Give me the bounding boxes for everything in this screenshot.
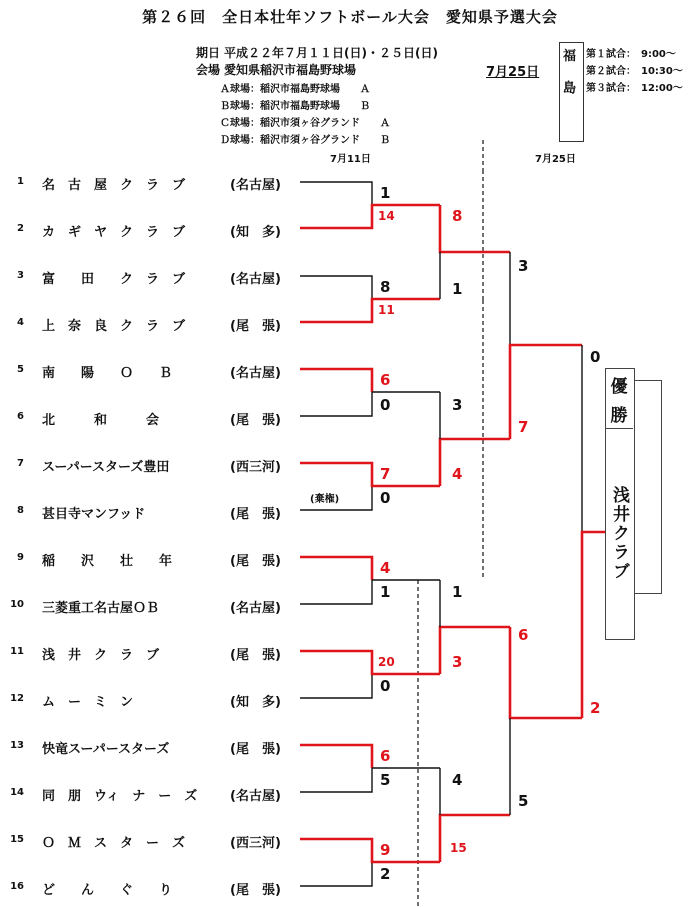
team-name: カ ギ ヤ ク ラ ブ	[42, 225, 186, 240]
score-r2-6: 3	[452, 653, 463, 671]
score-r1-10: 1	[380, 583, 391, 601]
team-name: 富 田 ク ラ ブ	[42, 272, 186, 287]
venue-label: 会場	[196, 63, 221, 77]
team-name: Ｏ Ｍ ス タ ー ズ	[42, 836, 186, 851]
venue-char-1: 福	[563, 49, 577, 64]
team-number: 7	[17, 458, 24, 469]
score-r1-12: 0	[380, 677, 391, 695]
team-name: 名 古 屋 ク ラ ブ	[42, 178, 186, 193]
game-time-3: 第３試合： 12:00～	[586, 83, 683, 94]
team-region: (尾 張)	[230, 742, 281, 757]
team-name: 快竜スーパースターズ	[42, 742, 170, 757]
page-title: 第２６回 全日本壮年ソフトボール大会 愛知県予選大会	[142, 8, 558, 26]
score-final-2: 2	[590, 699, 601, 717]
team-number: 1	[17, 176, 24, 187]
team-number: 4	[17, 317, 24, 328]
team-name: スーパースターズ豊田	[42, 460, 170, 475]
team-region: (知 多)	[230, 695, 281, 710]
team-region: (尾 張)	[230, 554, 281, 569]
score-r1-3: 8	[380, 278, 391, 296]
field-d: Ｄ球場：稲沢市須ヶ谷グランド Ｂ	[220, 135, 390, 146]
team-region: (知 多)	[230, 225, 281, 240]
score-r1-7: 7	[380, 465, 391, 483]
team-region: (名古屋)	[230, 789, 281, 804]
forfeit-note: (棄権)	[310, 494, 340, 505]
team-number: 15	[10, 834, 24, 845]
team-region: (名古屋)	[230, 366, 281, 381]
field-c: Ｃ球場：稲沢市須ヶ谷グランド Ａ	[220, 118, 390, 129]
team-number: 8	[17, 505, 24, 516]
team-number: 13	[10, 740, 24, 751]
score-r1-15: 9	[380, 841, 391, 859]
score-r1-8: 0	[380, 489, 391, 507]
score-r2-7: 4	[452, 771, 463, 789]
score-r1-5: 6	[380, 371, 391, 389]
score-final-1: 0	[590, 348, 601, 366]
team-region: (名古屋)	[230, 178, 281, 193]
team-name: 稲 沢 壮 年	[42, 554, 173, 569]
team-name: 北 和 会	[42, 413, 160, 428]
team-region: (尾 張)	[230, 319, 281, 334]
team-region: (西三河)	[230, 460, 281, 475]
score-r1-11: 20	[378, 655, 395, 669]
team-number: 11	[10, 646, 24, 657]
champion-label-2: 勝	[610, 406, 628, 426]
day2-label: 7月25日	[535, 154, 576, 165]
team-name: ど ん ぐ り	[42, 883, 173, 898]
team-region: (尾 張)	[230, 648, 281, 663]
score-r2-5: 1	[452, 583, 463, 601]
score-r1-6: 0	[380, 396, 391, 414]
date-value: 平成２２年７月１１日(日)・２５日(日)	[224, 46, 438, 60]
team-name: 三菱重工名古屋ＯＢ	[42, 601, 160, 616]
score-r2-1: 8	[452, 207, 463, 225]
team-name: 浅 井 ク ラ ブ	[42, 648, 160, 663]
score-r3-4: 5	[518, 792, 529, 810]
score-r3-1: 3	[518, 257, 529, 275]
team-number: 16	[10, 881, 24, 892]
champion-divider	[605, 428, 633, 429]
game-time-2: 第２試合： 10:30～	[586, 66, 683, 77]
team-number: 12	[10, 693, 24, 704]
field-b: Ｂ球場：稲沢市福島野球場 Ｂ	[220, 101, 370, 112]
game-time-1: 第１試合： 9:00～	[586, 49, 676, 60]
score-r2-8: 15	[450, 841, 467, 855]
score-r1-2: 14	[378, 209, 395, 223]
team-region: (尾 張)	[230, 413, 281, 428]
team-number: 10	[10, 599, 24, 610]
day1-label: 7月11日	[330, 154, 371, 165]
team-number: 14	[10, 787, 24, 798]
venue-char-2: 島	[563, 81, 577, 96]
final-date: 7月25日	[486, 65, 540, 80]
team-number: 5	[17, 364, 24, 375]
team-name: 甚目寺マンフッド	[42, 507, 146, 522]
team-region: (名古屋)	[230, 601, 281, 616]
team-region: (名古屋)	[230, 272, 281, 287]
team-name: ム ー ミ ン	[42, 695, 134, 710]
score-r1-1: 1	[380, 184, 391, 202]
champion-team: 浅井クラブ	[609, 486, 629, 581]
score-r3-3: 6	[518, 626, 529, 644]
score-r3-2: 7	[518, 418, 529, 436]
team-name: 南 陽 Ｏ Ｂ	[42, 366, 173, 381]
team-number: 9	[17, 552, 24, 563]
score-r1-4: 11	[378, 303, 395, 317]
team-number: 6	[17, 411, 24, 422]
team-name: 上 奈 良 ク ラ ブ	[42, 319, 186, 334]
team-number: 2	[17, 223, 24, 234]
field-a: Ａ球場：稲沢市福島野球場 Ａ	[220, 84, 370, 95]
score-r1-16: 2	[380, 865, 391, 883]
score-r1-13: 6	[380, 747, 391, 765]
team-number: 3	[17, 270, 24, 281]
score-r1-9: 4	[380, 559, 391, 577]
venue-value: 愛知県稲沢市福島野球場	[224, 63, 357, 77]
team-region: (西三河)	[230, 836, 281, 851]
team-name: 同 朋 ウィ ナ ー ズ	[42, 789, 198, 804]
score-r2-4: 4	[452, 465, 463, 483]
score-r2-3: 3	[452, 396, 463, 414]
team-region: (尾 張)	[230, 883, 281, 898]
champion-label-1: 優	[610, 377, 628, 397]
score-r1-14: 5	[380, 771, 391, 789]
team-region: (尾 張)	[230, 507, 281, 522]
score-r2-2: 1	[452, 280, 463, 298]
date-label: 期日	[196, 46, 221, 60]
